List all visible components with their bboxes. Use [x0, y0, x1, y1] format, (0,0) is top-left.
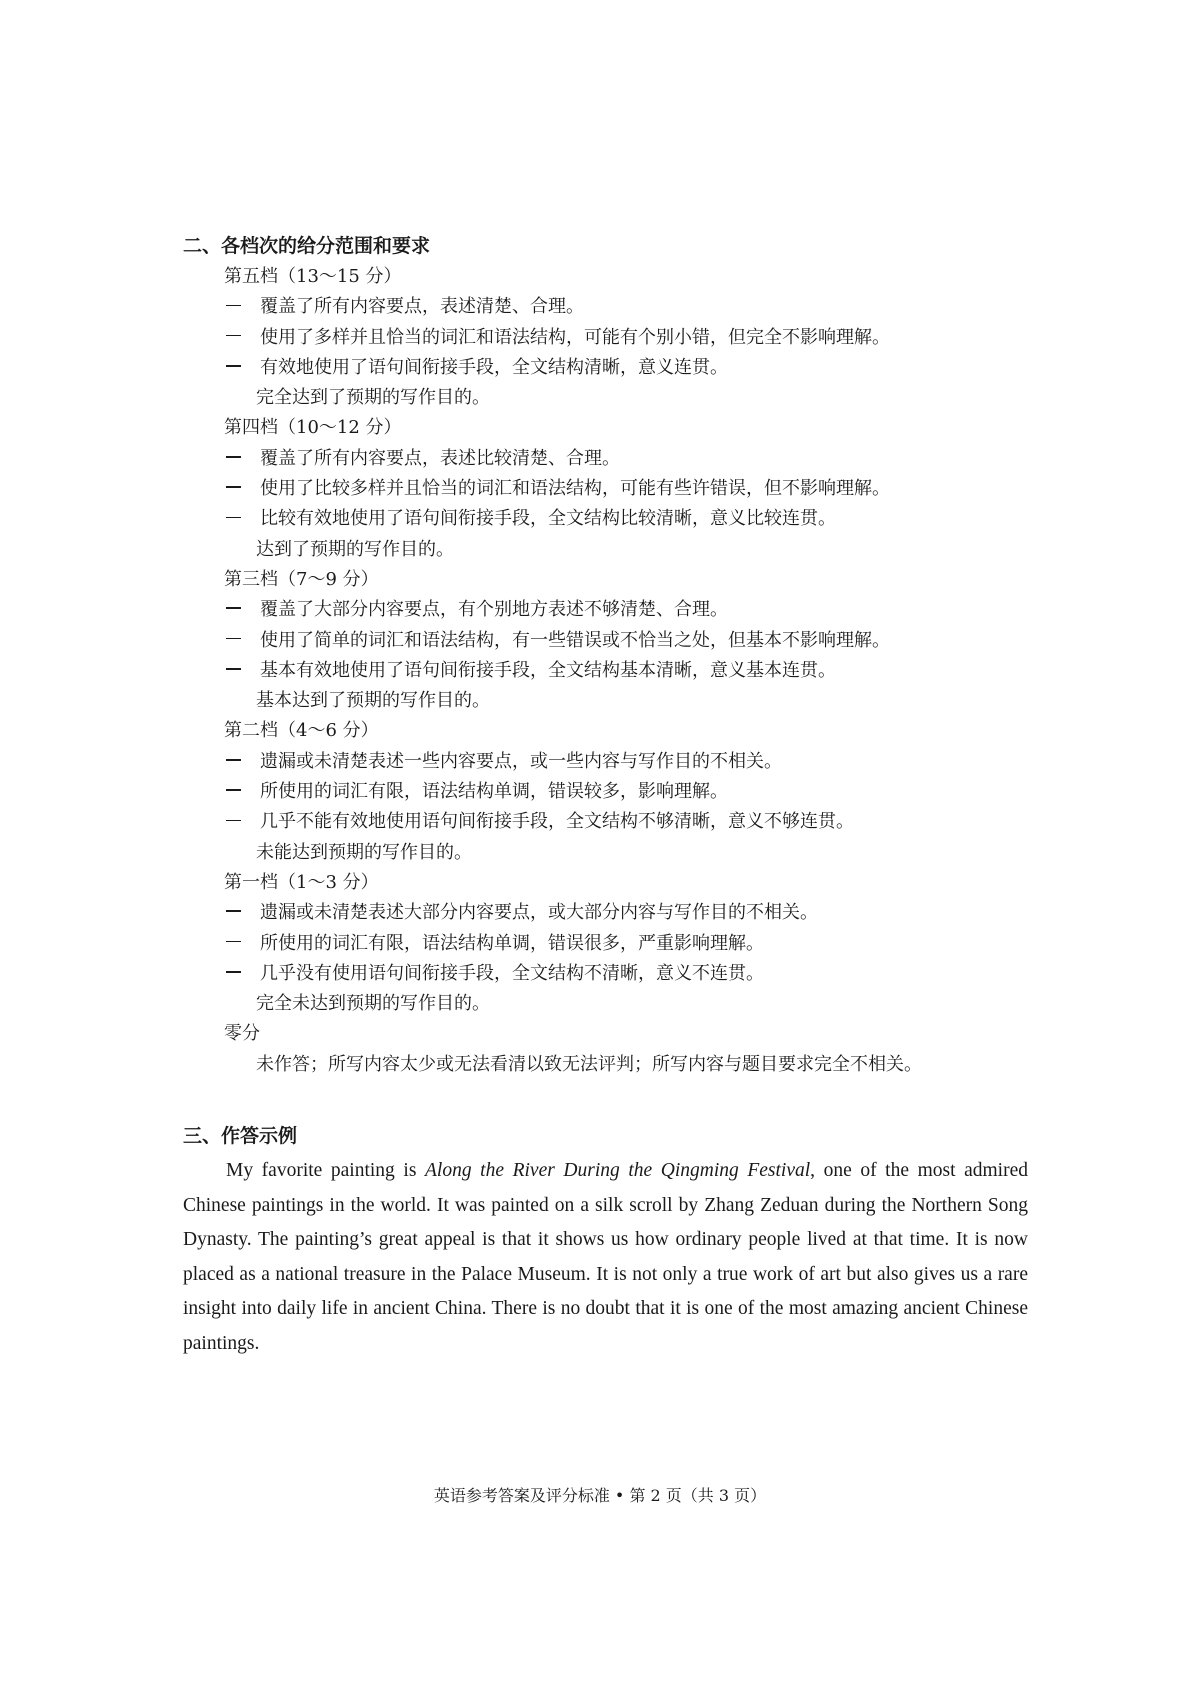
dash-marker: [183, 747, 260, 777]
band-bullet: [183, 323, 1043, 353]
bullet-text: 所使用的词汇有限，语法结构单调，错误较多，影响理解。: [260, 781, 728, 803]
bullet-text: 覆盖了大部分内容要点，有个别地方表述不够清楚、合理。: [260, 599, 728, 621]
dash-marker: [183, 595, 260, 625]
sample-text-rest: , one of the most admired Chinese paintings in the world. It was painted on a silk scroll by Zhang Zeduan during the Northern Song Dynasty. The painting’s great appeal is that it shows us how ordinary people lived at that time. It is now placed as a national treasure in the Palace Museum. It is not only a true work of art but also gives us a rare insight into daily life in ancient China. There is no doubt that it is one of the most amazing ancient Chinese paintings.: [183, 1160, 1028, 1354]
bullet-text: 覆盖了所有内容要点，表述清楚、合理。: [260, 296, 584, 318]
band-bullet: [183, 474, 1043, 504]
dash-marker: [183, 656, 260, 686]
section-heading-sample: 三、作答示例: [183, 1125, 298, 1147]
bullet-text: 有效地使用了语句间衔接手段，全文结构清晰，意义连贯。: [260, 356, 728, 378]
band-bullet: [183, 656, 1043, 686]
dash-marker: [183, 959, 260, 989]
bullet-text: 使用了多样并且恰当的词汇和语法结构，可能有个别小错，但完全不影响理解。: [260, 326, 890, 348]
band-zero-description: 未作答；所写内容太少或无法看清以致无法评判；所写内容与题目要求完全不相关。: [256, 1053, 922, 1075]
band-bullet: [183, 292, 1043, 322]
band-bullet: [183, 353, 1043, 383]
painting-title: Along the River During the Qingming Festival: [425, 1160, 811, 1181]
dash-marker: [183, 807, 260, 837]
bullet-text: 遗漏或未清楚表述大部分内容要点，或大部分内容与写作目的不相关。: [260, 902, 818, 924]
bullet-text: 基本有效地使用了语句间衔接手段，全文结构基本清晰，意义基本连贯。: [260, 659, 836, 681]
band-title: 第二档（4～6 分）: [224, 720, 379, 742]
bullet-text: 覆盖了所有内容要点，表述比较清楚、合理。: [260, 447, 620, 469]
bullet-text: 所使用的词汇有限，语法结构单调，错误很多，严重影响理解。: [260, 932, 764, 954]
bullet-text: 使用了比较多样并且恰当的词汇和语法结构，可能有些许错误，但不影响理解。: [260, 478, 890, 500]
dash-marker: [183, 474, 260, 504]
band-summary: 完全达到了预期的写作目的。: [256, 387, 490, 409]
band-bullet: [183, 898, 1043, 928]
band-bullet: [183, 807, 1043, 837]
sample-answer-paragraph: [183, 1154, 1028, 1362]
bullet-text: 比较有效地使用了语句间衔接手段，全文结构比较清晰，意义比较连贯。: [260, 508, 836, 530]
band-summary: 基本达到了预期的写作目的。: [256, 690, 490, 712]
band-bullet: [183, 959, 1043, 989]
dash-marker: [183, 292, 260, 322]
bullet-text: 遗漏或未清楚表述一些内容要点，或一些内容与写作目的不相关。: [260, 750, 782, 772]
dash-marker: [183, 444, 260, 474]
band-bullet: [183, 595, 1043, 625]
band-title: 第一档（1～3 分）: [224, 871, 379, 893]
band-bullet: [183, 444, 1043, 474]
dash-marker: [183, 898, 260, 928]
band-summary: 完全未达到预期的写作目的。: [256, 993, 490, 1015]
bullet-text: 几乎不能有效地使用语句间衔接手段，全文结构不够清晰，意义不够连贯。: [260, 811, 854, 833]
band-bullet: [183, 929, 1043, 959]
band-title: 第三档（7～9 分）: [224, 568, 379, 590]
band-bullet: [183, 777, 1043, 807]
section-heading-scoring: 二、各档次的给分范围和要求: [183, 235, 431, 257]
band-title: 第四档（10～12 分）: [224, 417, 402, 439]
bullet-text: 使用了简单的词汇和语法结构，有一些错误或不恰当之处，但基本不影响理解。: [260, 629, 890, 651]
page-footer: 英语参考答案及评分标准 • 第 2 页（共 3 页）: [433, 1486, 767, 1505]
band-bullet: [183, 747, 1043, 777]
band-summary: 达到了预期的写作目的。: [256, 538, 454, 560]
scoring-bands: [183, 262, 1043, 1080]
band-summary: 未能达到预期的写作目的。: [256, 841, 472, 863]
dash-marker: [183, 353, 260, 383]
dash-marker: [183, 626, 260, 656]
band-title: 第五档（13～15 分）: [224, 266, 402, 287]
band-title-zero: 零分: [224, 1023, 260, 1045]
sample-text-start: My favorite painting is: [226, 1160, 425, 1181]
dash-marker: [183, 777, 260, 807]
dash-marker: [183, 323, 260, 353]
bullet-text: 几乎没有使用语句间衔接手段，全文结构不清晰，意义不连贯。: [260, 962, 764, 984]
band-bullet: [183, 504, 1043, 534]
band-bullet: [183, 626, 1043, 656]
dash-marker: [183, 504, 260, 534]
dash-marker: [183, 929, 260, 959]
